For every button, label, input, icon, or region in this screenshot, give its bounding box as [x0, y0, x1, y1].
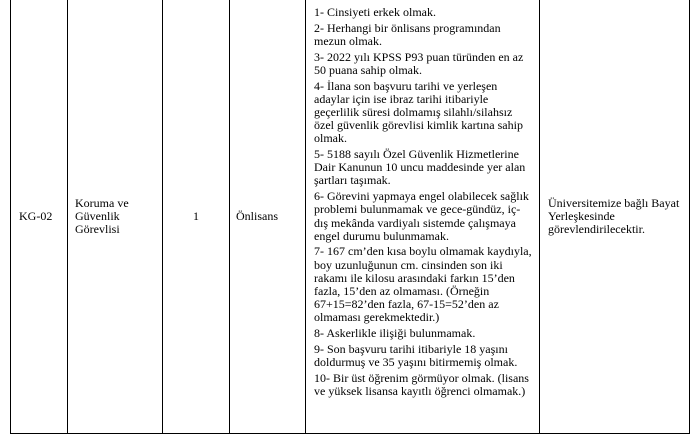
requirement-item: 1- Cinsiyeti erkek olmak.	[314, 5, 436, 19]
requirements-list	[314, 6, 533, 401]
position-line: Güvenlik	[75, 209, 120, 223]
count-cell	[163, 0, 230, 433]
position-code: KG-02	[19, 209, 53, 223]
requirement-item: 2- Herhangi bir önlisans programından mezun olmak.	[314, 20, 501, 48]
position-line: Koruma ve	[75, 196, 129, 210]
requirement-item: 5- 5188 sayılı Özel Güvenlik Hizmetlerine Dair Kanunun 10 uncu maddesinde yer alan şartları taşımak.	[314, 147, 526, 188]
education-cell	[230, 0, 306, 433]
requirement-item: 3- 2022 yılı KPSS P93 puan türünden en az 50 puana sahip olmak.	[314, 49, 524, 77]
position-title	[75, 197, 129, 236]
job-table-row	[10, 0, 690, 434]
education-level: Önlisans	[236, 209, 278, 223]
position-line: Görevlisi	[75, 222, 120, 236]
requirement-item: 10- Bir üst öğrenim görmüyor olmak. (lisans ve yüksek lisansa kayıtlı öğrenci olmamak.)	[314, 370, 529, 398]
note-cell	[540, 0, 690, 433]
position-cell	[68, 0, 163, 433]
position-count: 1	[193, 209, 199, 223]
code-cell	[11, 0, 68, 433]
requirement-item: 8- Askerlikle ilişiği bulunmamak.	[314, 326, 476, 341]
assignment-note: Üniversitemize bağlı Bayat Yerleşkesinde görevlendirilecektir.	[548, 196, 680, 236]
requirement-item: 7- 167 cm’den kısa boylu olmamak kaydıyla, boy uzunluğunun cm. cinsinden son iki rakamı ile kilosu arasındaki farkın 15’den fazla, 15’den az olmaması. (Örneğin 67+15=82’den fazla, 67-15=52’den az olmaması gerekmektedir.)	[314, 244, 532, 325]
requirement-item: 4- İlana son başvuru tarihi ve yerleşen adaylar için ise ibraz tarihi itibariyle geçerlilik süresi dolmamış silahlı/silahsız özel güvenlik görevlisi kimlik kartına sahip olmak.	[314, 78, 523, 146]
requirements-cell	[306, 0, 540, 433]
requirement-item: 9- Son başvuru tarihi itibariyle 18 yaşını doldurmuş ve 35 yaşını bitirmemiş olmak.	[314, 341, 518, 370]
requirement-item: 6- Görevini yapmaya engel olabilecek sağlık problemi bulunmamak ve gece-gündüz, iç-dış mekânda vardiyalı sistemde çalışmaya engel durumu bulunmamak.	[314, 189, 529, 243]
